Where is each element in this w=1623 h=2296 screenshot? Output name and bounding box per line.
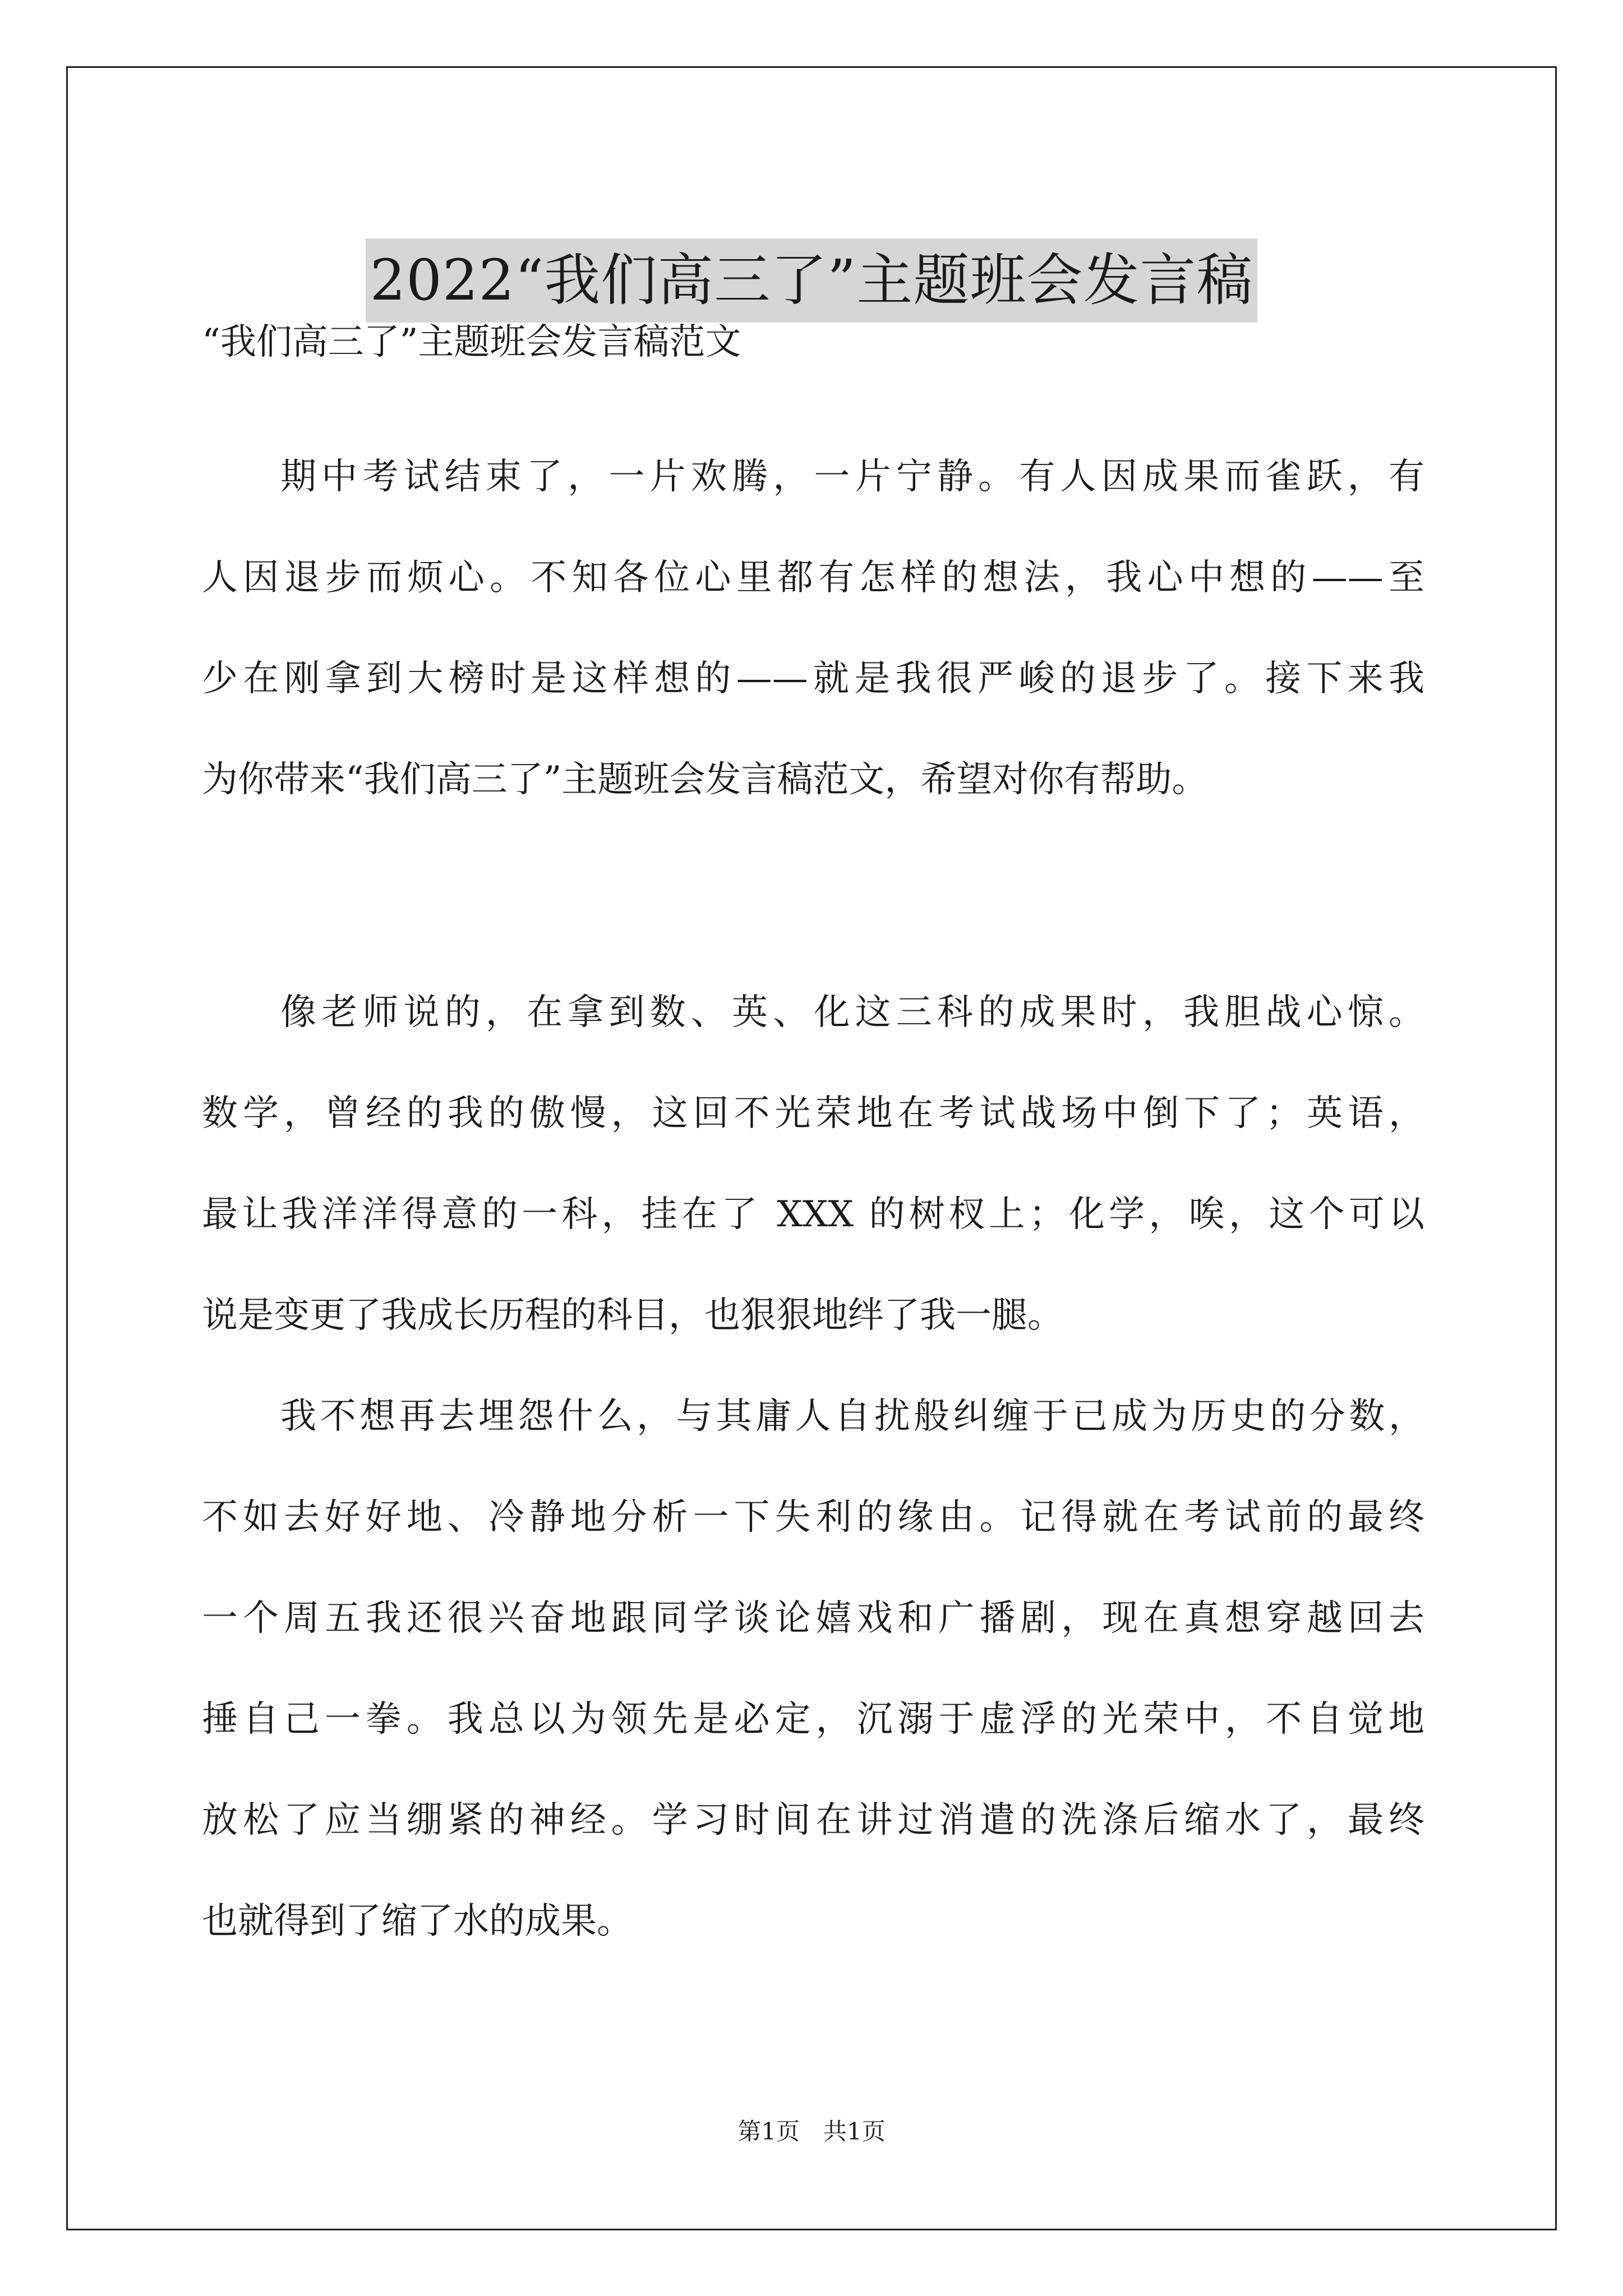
paragraph-2-line-3: 最让我洋洋得意的一科，挂在了 XXX 的树杈上；化学，唉，这个可以 — [202, 1194, 1424, 1235]
paragraph-1-line-4: 为你带来“我们高三了”主题班会发言稿范文，希望对你有帮助。 — [202, 759, 1208, 800]
paragraph-2-line-2: 数学，曾经的我的傲慢，这回不光荣地在考试战场中倒下了；英语， — [202, 1093, 1424, 1134]
paragraph-1-line-3: 少在刚拿到大榜时是这样想的——就是我很严峻的退步了。接下来我 — [202, 658, 1424, 700]
page-footer: 第1页 共1页 — [737, 2118, 886, 2145]
paragraph-1-line-1: 期中考试结束了，一片欢腾，一片宁静。有人因成果而雀跃，有 — [280, 456, 1424, 498]
paragraph-3-line-5: 放松了应当绷紧的神经。学习时间在讲过消遣的洗涤后缩水了，最终 — [202, 1800, 1424, 1841]
document-title: 2022“我们高三了”主题班会发言稿 — [366, 238, 1258, 323]
document-subtitle: “我们高三了”主题班会发言稿范文 — [202, 321, 741, 363]
paragraph-3-line-6: 也就得到了缩了水的成果。 — [202, 1901, 633, 1942]
paragraph-3-line-2: 不如去好好地、冷静地分析一下失利的缘由。记得就在考试前的最终 — [202, 1497, 1424, 1538]
paragraph-3-line-1: 我不想再去埋怨什么，与其庸人自扰般纠缠于已成为历史的分数， — [280, 1396, 1424, 1437]
paragraph-2-line-1: 像老师说的，在拿到数、英、化这三科的成果时，我胆战心惊。 — [280, 992, 1424, 1033]
paragraph-1-line-2: 人因退步而烦心。不知各位心里都有怎样的想法，我心中想的——至 — [202, 557, 1424, 599]
paragraph-2-line-4: 说是变更了我成长历程的科目，也狠狠地绊了我一腿。 — [202, 1295, 1063, 1336]
paragraph-3-line-3: 一个周五我还很兴奋地跟同学谈论嬉戏和广播剧，现在真想穿越回去 — [202, 1598, 1424, 1639]
paragraph-3-line-4: 捶自己一拳。我总以为领先是必定，沉溺于虚浮的光荣中，不自觉地 — [202, 1699, 1424, 1740]
